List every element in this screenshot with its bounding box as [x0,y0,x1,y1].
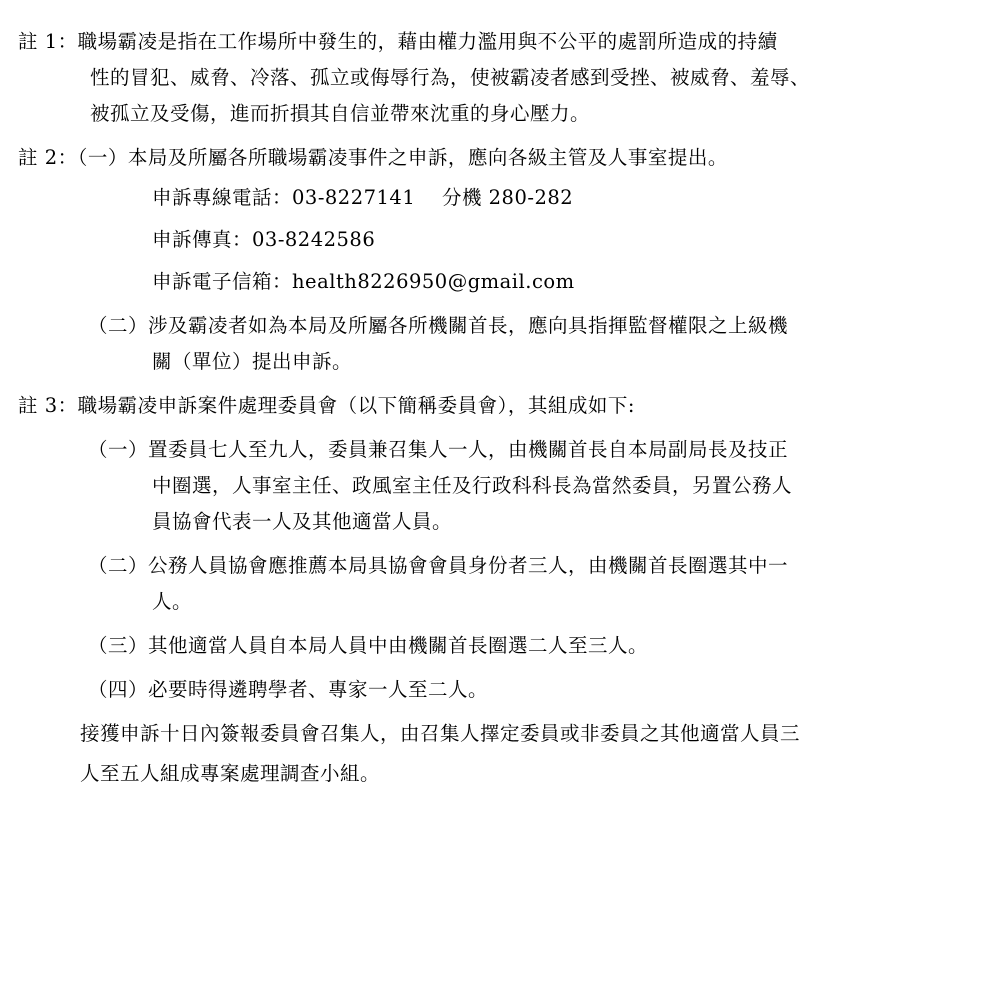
complaint-email: 申訴電子信箱：health8226950@gmail.com [152,270,575,293]
note3-item2-line-1: （二）公務人員協會應推薦本局具協會會員身份者三人，由機關首長圈選其中一 [88,554,789,577]
note1-line-2: 性的冒犯、威脅、冷落、孤立或侮辱行為，使被霸凌者感到受挫、被威脅、羞辱、 [90,66,811,89]
note3-item3-marker: （三） [88,634,149,657]
note1-label: 註 1： [18,30,78,53]
note2-line-1 [18,146,728,170]
note3-intro-line [18,394,635,418]
note2-item2-line-2: 關（單位）提出申訴。 [152,350,353,373]
note3-item4: （四）必要時得遴聘學者、專家一人至二人。 [88,678,489,701]
note3-closing-line-1: 接獲申訴十日內簽報委員會召集人，由召集人擇定委員或非委員之其他適當人員三 [80,722,801,745]
complaint-hotline: 申訴專線電話：03-8227141 分機 280-282 [152,186,574,209]
note3-item4-marker: （四） [88,678,149,701]
note2-item1-text: 本局及所屬各所職場霸凌事件之申訴，應向各級主管及人事室提出。 [127,146,728,169]
note3-item2-marker: （二） [88,554,149,577]
note2-item2-marker: （二） [88,314,149,337]
note3-item1-line-1: （一）置委員七人至九人，委員兼召集人一人，由機關首長自本局副局長及技正 [88,438,789,461]
note1-line-1 [18,30,778,54]
note2-item2-line-1: （二）涉及霸凌者如為本局及所屬各所機關首長，應向具指揮監督權限之上級機 [88,314,789,337]
note3-item1-line-3: 員協會代表一人及其他適當人員。 [152,510,453,533]
complaint-fax: 申訴傳真：03-8242586 [152,228,376,251]
note1-text-1: 職場霸凌是指在工作場所中發生的，藉由權力濫用與不公平的處罰所造成的持續 [77,30,778,53]
note3-item3: （三）其他適當人員自本局人員中由機關首長圈選二人至三人。 [88,634,649,657]
note2-label: 註 2： [18,146,78,169]
note3-item1-marker: （一） [88,438,149,461]
note3-closing-line-2: 人至五人組成專案處理調查小組。 [80,762,381,785]
note2-item1-marker: （一） [77,146,128,169]
note3-item2-line-2: 人。 [152,590,193,613]
note3-intro: 職場霸凌申訴案件處理委員會（以下簡稱委員會），其組成如下: [77,394,635,417]
note3-label: 註 3： [18,394,78,417]
note1-line-3: 被孤立及受傷，進而折損其自信並帶來沈重的身心壓力。 [90,102,591,125]
note3-item1-line-2: 中圈選，人事室主任、政風室主任及行政科科長為當然委員，另置公務人 [152,474,793,497]
